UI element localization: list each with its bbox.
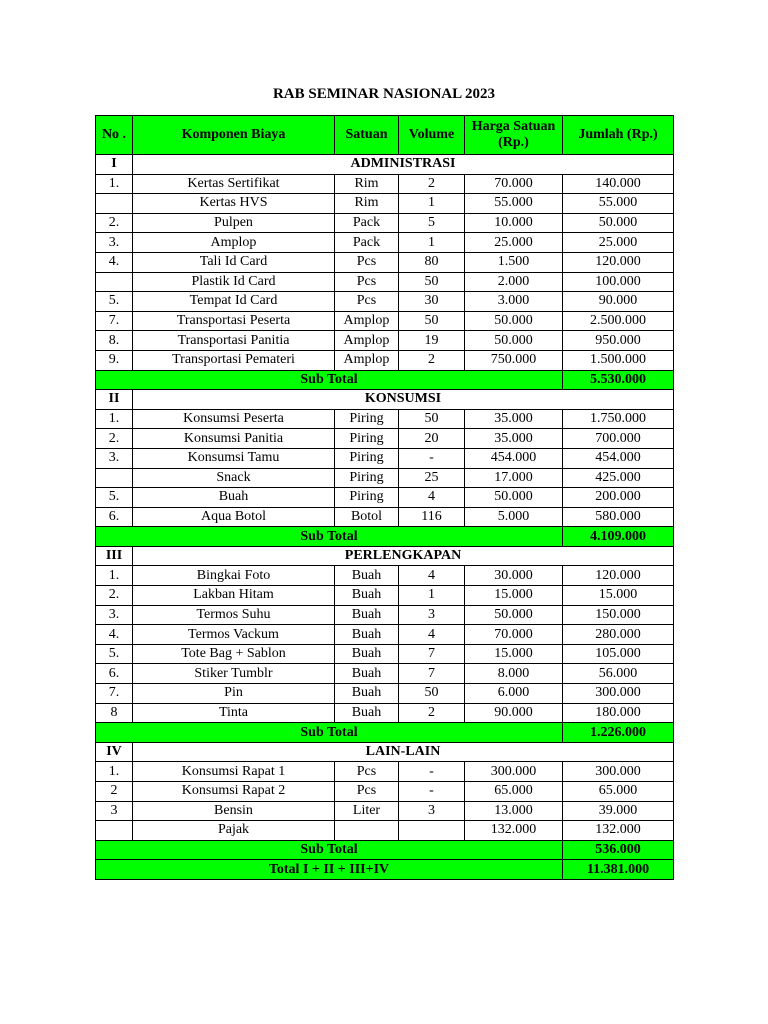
row-satuan: Buah bbox=[335, 566, 399, 586]
row-komponen: Tali Id Card bbox=[133, 252, 335, 272]
table-row bbox=[96, 429, 674, 449]
subtotal-value: 1.226.000 bbox=[563, 723, 674, 743]
row-jumlah: 1.750.000 bbox=[563, 409, 674, 429]
row-komponen: Konsumsi Panitia bbox=[133, 429, 335, 449]
row-jumlah: 2.500.000 bbox=[563, 311, 674, 331]
row-satuan: Piring bbox=[335, 488, 399, 508]
row-komponen: Lakban Hitam bbox=[133, 586, 335, 606]
row-jumlah: 454.000 bbox=[563, 448, 674, 468]
row-no: 1. bbox=[96, 409, 133, 429]
header-harga: Harga Satuan (Rp.) bbox=[465, 116, 563, 155]
section-name: ADMINISTRASI bbox=[133, 155, 674, 175]
row-no: 5. bbox=[96, 488, 133, 508]
subtotal-label: Sub Total bbox=[96, 370, 563, 390]
row-jumlah: 1.500.000 bbox=[563, 350, 674, 370]
row-satuan: Piring bbox=[335, 448, 399, 468]
row-harga: 35.000 bbox=[465, 429, 563, 449]
row-satuan: Buah bbox=[335, 605, 399, 625]
row-jumlah: 140.000 bbox=[563, 174, 674, 194]
row-volume: 50 bbox=[399, 409, 465, 429]
row-komponen: Konsumsi Peserta bbox=[133, 409, 335, 429]
row-harga: 15.000 bbox=[465, 644, 563, 664]
row-volume: 7 bbox=[399, 644, 465, 664]
table-row bbox=[96, 409, 674, 429]
row-volume: 30 bbox=[399, 292, 465, 312]
row-harga: 65.000 bbox=[465, 782, 563, 802]
row-satuan: Rim bbox=[335, 194, 399, 214]
row-jumlah: 132.000 bbox=[563, 821, 674, 841]
table-row bbox=[96, 468, 674, 488]
table-row bbox=[96, 762, 674, 782]
row-harga: 5.000 bbox=[465, 507, 563, 527]
row-satuan: Amplop bbox=[335, 350, 399, 370]
row-komponen: Termos Vackum bbox=[133, 625, 335, 645]
row-volume: 4 bbox=[399, 625, 465, 645]
subtotal-label: Sub Total bbox=[96, 840, 563, 860]
table-row bbox=[96, 311, 674, 331]
row-no: 5. bbox=[96, 644, 133, 664]
row-harga: 8.000 bbox=[465, 664, 563, 684]
subtotal-value: 4.109.000 bbox=[563, 527, 674, 547]
grand-total-row bbox=[96, 860, 674, 880]
row-komponen: Pajak bbox=[133, 821, 335, 841]
row-no: 3. bbox=[96, 233, 133, 253]
table-body bbox=[96, 155, 674, 860]
row-no bbox=[96, 194, 133, 214]
row-jumlah: 105.000 bbox=[563, 644, 674, 664]
header-jumlah: Jumlah (Rp.) bbox=[563, 116, 674, 155]
row-satuan: Buah bbox=[335, 586, 399, 606]
subtotal-row bbox=[96, 840, 674, 860]
section-header-row bbox=[96, 390, 674, 410]
row-jumlah: 180.000 bbox=[563, 703, 674, 723]
row-satuan: Buah bbox=[335, 664, 399, 684]
row-jumlah: 55.000 bbox=[563, 194, 674, 214]
row-harga: 35.000 bbox=[465, 409, 563, 429]
row-volume: 20 bbox=[399, 429, 465, 449]
row-komponen: Pulpen bbox=[133, 213, 335, 233]
row-komponen: Amplop bbox=[133, 233, 335, 253]
row-volume: - bbox=[399, 782, 465, 802]
row-satuan: Pack bbox=[335, 213, 399, 233]
row-komponen: Stiker Tumblr bbox=[133, 664, 335, 684]
row-no: 2. bbox=[96, 429, 133, 449]
row-harga: 750.000 bbox=[465, 350, 563, 370]
row-komponen: Transportasi Pemateri bbox=[133, 350, 335, 370]
table-row bbox=[96, 605, 674, 625]
table-row bbox=[96, 664, 674, 684]
section-name: PERLENGKAPAN bbox=[133, 546, 674, 566]
row-jumlah: 56.000 bbox=[563, 664, 674, 684]
row-satuan bbox=[335, 821, 399, 841]
row-harga: 2.000 bbox=[465, 272, 563, 292]
header-row bbox=[96, 116, 674, 155]
row-komponen: Aqua Botol bbox=[133, 507, 335, 527]
table-row bbox=[96, 252, 674, 272]
row-volume: - bbox=[399, 448, 465, 468]
section-number: I bbox=[96, 155, 133, 175]
table-row bbox=[96, 174, 674, 194]
row-no: 4. bbox=[96, 252, 133, 272]
row-volume: 1 bbox=[399, 194, 465, 214]
row-jumlah: 25.000 bbox=[563, 233, 674, 253]
row-jumlah: 120.000 bbox=[563, 252, 674, 272]
row-satuan: Pcs bbox=[335, 782, 399, 802]
row-harga: 50.000 bbox=[465, 331, 563, 351]
table-row bbox=[96, 350, 674, 370]
row-volume: 50 bbox=[399, 272, 465, 292]
budget-table bbox=[95, 115, 674, 880]
row-volume: 1 bbox=[399, 586, 465, 606]
row-volume: 4 bbox=[399, 566, 465, 586]
section-header-row bbox=[96, 742, 674, 762]
row-volume: 3 bbox=[399, 801, 465, 821]
row-volume: 2 bbox=[399, 703, 465, 723]
row-jumlah: 300.000 bbox=[563, 762, 674, 782]
row-jumlah: 39.000 bbox=[563, 801, 674, 821]
row-no: 9. bbox=[96, 350, 133, 370]
row-komponen: Bensin bbox=[133, 801, 335, 821]
row-harga: 90.000 bbox=[465, 703, 563, 723]
row-komponen: Snack bbox=[133, 468, 335, 488]
row-satuan: Buah bbox=[335, 684, 399, 704]
row-volume: 116 bbox=[399, 507, 465, 527]
subtotal-label: Sub Total bbox=[96, 527, 563, 547]
row-komponen: Konsumsi Rapat 2 bbox=[133, 782, 335, 802]
row-harga: 15.000 bbox=[465, 586, 563, 606]
row-jumlah: 950.000 bbox=[563, 331, 674, 351]
row-satuan: Piring bbox=[335, 409, 399, 429]
section-header-row bbox=[96, 155, 674, 175]
subtotal-value: 5.530.000 bbox=[563, 370, 674, 390]
row-harga: 50.000 bbox=[465, 311, 563, 331]
row-no: 1. bbox=[96, 566, 133, 586]
row-satuan: Amplop bbox=[335, 311, 399, 331]
row-no: 2 bbox=[96, 782, 133, 802]
table-row bbox=[96, 213, 674, 233]
row-satuan: Pcs bbox=[335, 292, 399, 312]
subtotal-label: Sub Total bbox=[96, 723, 563, 743]
row-komponen: Tinta bbox=[133, 703, 335, 723]
row-satuan: Pcs bbox=[335, 272, 399, 292]
row-no: 5. bbox=[96, 292, 133, 312]
row-jumlah: 425.000 bbox=[563, 468, 674, 488]
row-harga: 13.000 bbox=[465, 801, 563, 821]
row-no: 7. bbox=[96, 311, 133, 331]
row-volume: 2 bbox=[399, 174, 465, 194]
table-row bbox=[96, 507, 674, 527]
row-jumlah: 280.000 bbox=[563, 625, 674, 645]
subtotal-row bbox=[96, 723, 674, 743]
table-row bbox=[96, 644, 674, 664]
row-harga: 3.000 bbox=[465, 292, 563, 312]
row-volume: 19 bbox=[399, 331, 465, 351]
grand-total-label: Total I + II + III+IV bbox=[96, 860, 563, 880]
row-satuan: Amplop bbox=[335, 331, 399, 351]
table-row bbox=[96, 194, 674, 214]
row-jumlah: 300.000 bbox=[563, 684, 674, 704]
row-harga: 6.000 bbox=[465, 684, 563, 704]
section-name: KONSUMSI bbox=[133, 390, 674, 410]
row-volume: 80 bbox=[399, 252, 465, 272]
section-header-row bbox=[96, 546, 674, 566]
row-satuan: Pcs bbox=[335, 762, 399, 782]
row-no: 6. bbox=[96, 507, 133, 527]
row-no: 2. bbox=[96, 586, 133, 606]
row-jumlah: 580.000 bbox=[563, 507, 674, 527]
row-harga: 50.000 bbox=[465, 605, 563, 625]
row-komponen: Pin bbox=[133, 684, 335, 704]
page-title: RAB SEMINAR NASIONAL 2023 bbox=[272, 86, 496, 102]
row-no: 1. bbox=[96, 762, 133, 782]
row-volume: 7 bbox=[399, 664, 465, 684]
table-row bbox=[96, 684, 674, 704]
row-volume: 50 bbox=[399, 684, 465, 704]
row-no bbox=[96, 468, 133, 488]
row-jumlah: 50.000 bbox=[563, 213, 674, 233]
table-row bbox=[96, 782, 674, 802]
row-harga: 50.000 bbox=[465, 488, 563, 508]
subtotal-row bbox=[96, 370, 674, 390]
row-jumlah: 150.000 bbox=[563, 605, 674, 625]
table-row bbox=[96, 448, 674, 468]
row-komponen: Transportasi Peserta bbox=[133, 311, 335, 331]
table-row bbox=[96, 292, 674, 312]
row-komponen: Konsumsi Tamu bbox=[133, 448, 335, 468]
row-volume bbox=[399, 821, 465, 841]
table-row bbox=[96, 272, 674, 292]
row-no: 8 bbox=[96, 703, 133, 723]
row-harga: 10.000 bbox=[465, 213, 563, 233]
row-harga: 300.000 bbox=[465, 762, 563, 782]
row-no: 8. bbox=[96, 331, 133, 351]
row-harga: 55.000 bbox=[465, 194, 563, 214]
row-komponen: Tote Bag + Sablon bbox=[133, 644, 335, 664]
row-jumlah: 200.000 bbox=[563, 488, 674, 508]
header-volume: Volume bbox=[399, 116, 465, 155]
row-satuan: Piring bbox=[335, 468, 399, 488]
section-number: III bbox=[96, 546, 133, 566]
row-jumlah: 100.000 bbox=[563, 272, 674, 292]
row-harga: 70.000 bbox=[465, 174, 563, 194]
row-komponen: Bingkai Foto bbox=[133, 566, 335, 586]
section-number: IV bbox=[96, 742, 133, 762]
row-komponen: Termos Suhu bbox=[133, 605, 335, 625]
row-satuan: Pack bbox=[335, 233, 399, 253]
row-no: 3. bbox=[96, 448, 133, 468]
header-satuan: Satuan bbox=[335, 116, 399, 155]
row-harga: 25.000 bbox=[465, 233, 563, 253]
table-row bbox=[96, 625, 674, 645]
row-satuan: Botol bbox=[335, 507, 399, 527]
row-satuan: Liter bbox=[335, 801, 399, 821]
row-no: 3. bbox=[96, 605, 133, 625]
row-komponen: Buah bbox=[133, 488, 335, 508]
row-no: 2. bbox=[96, 213, 133, 233]
section-number: II bbox=[96, 390, 133, 410]
row-volume: 3 bbox=[399, 605, 465, 625]
row-satuan: Buah bbox=[335, 625, 399, 645]
row-volume: 5 bbox=[399, 213, 465, 233]
row-volume: 2 bbox=[399, 350, 465, 370]
row-harga: 70.000 bbox=[465, 625, 563, 645]
row-jumlah: 15.000 bbox=[563, 586, 674, 606]
row-volume: 1 bbox=[399, 233, 465, 253]
row-jumlah: 65.000 bbox=[563, 782, 674, 802]
table-row bbox=[96, 703, 674, 723]
row-komponen: Tempat Id Card bbox=[133, 292, 335, 312]
row-satuan: Rim bbox=[335, 174, 399, 194]
row-volume: - bbox=[399, 762, 465, 782]
row-jumlah: 120.000 bbox=[563, 566, 674, 586]
row-satuan: Buah bbox=[335, 644, 399, 664]
row-no: 1. bbox=[96, 174, 133, 194]
row-komponen: Konsumsi Rapat 1 bbox=[133, 762, 335, 782]
row-harga: 1.500 bbox=[465, 252, 563, 272]
grand-total-value: 11.381.000 bbox=[563, 860, 674, 880]
table-row bbox=[96, 566, 674, 586]
row-volume: 4 bbox=[399, 488, 465, 508]
row-no: 6. bbox=[96, 664, 133, 684]
row-harga: 132.000 bbox=[465, 821, 563, 841]
row-no: 4. bbox=[96, 625, 133, 645]
row-harga: 17.000 bbox=[465, 468, 563, 488]
row-komponen: Transportasi Panitia bbox=[133, 331, 335, 351]
row-komponen: Kertas Sertifikat bbox=[133, 174, 335, 194]
row-satuan: Buah bbox=[335, 703, 399, 723]
row-jumlah: 90.000 bbox=[563, 292, 674, 312]
row-komponen: Kertas HVS bbox=[133, 194, 335, 214]
table-row bbox=[96, 586, 674, 606]
row-no: 7. bbox=[96, 684, 133, 704]
row-komponen: Plastik Id Card bbox=[133, 272, 335, 292]
row-volume: 50 bbox=[399, 311, 465, 331]
table-row bbox=[96, 488, 674, 508]
row-no bbox=[96, 272, 133, 292]
table-row bbox=[96, 233, 674, 253]
row-no bbox=[96, 821, 133, 841]
row-volume: 25 bbox=[399, 468, 465, 488]
section-name: LAIN-LAIN bbox=[133, 742, 674, 762]
subtotal-value: 536.000 bbox=[563, 840, 674, 860]
row-harga: 454.000 bbox=[465, 448, 563, 468]
table-row bbox=[96, 821, 674, 841]
row-jumlah: 700.000 bbox=[563, 429, 674, 449]
row-no: 3 bbox=[96, 801, 133, 821]
table-row bbox=[96, 331, 674, 351]
header-komponen: Komponen Biaya bbox=[133, 116, 335, 155]
table-row bbox=[96, 801, 674, 821]
subtotal-row bbox=[96, 527, 674, 547]
row-satuan: Piring bbox=[335, 429, 399, 449]
row-satuan: Pcs bbox=[335, 252, 399, 272]
header-no: No . bbox=[96, 116, 133, 155]
row-harga: 30.000 bbox=[465, 566, 563, 586]
